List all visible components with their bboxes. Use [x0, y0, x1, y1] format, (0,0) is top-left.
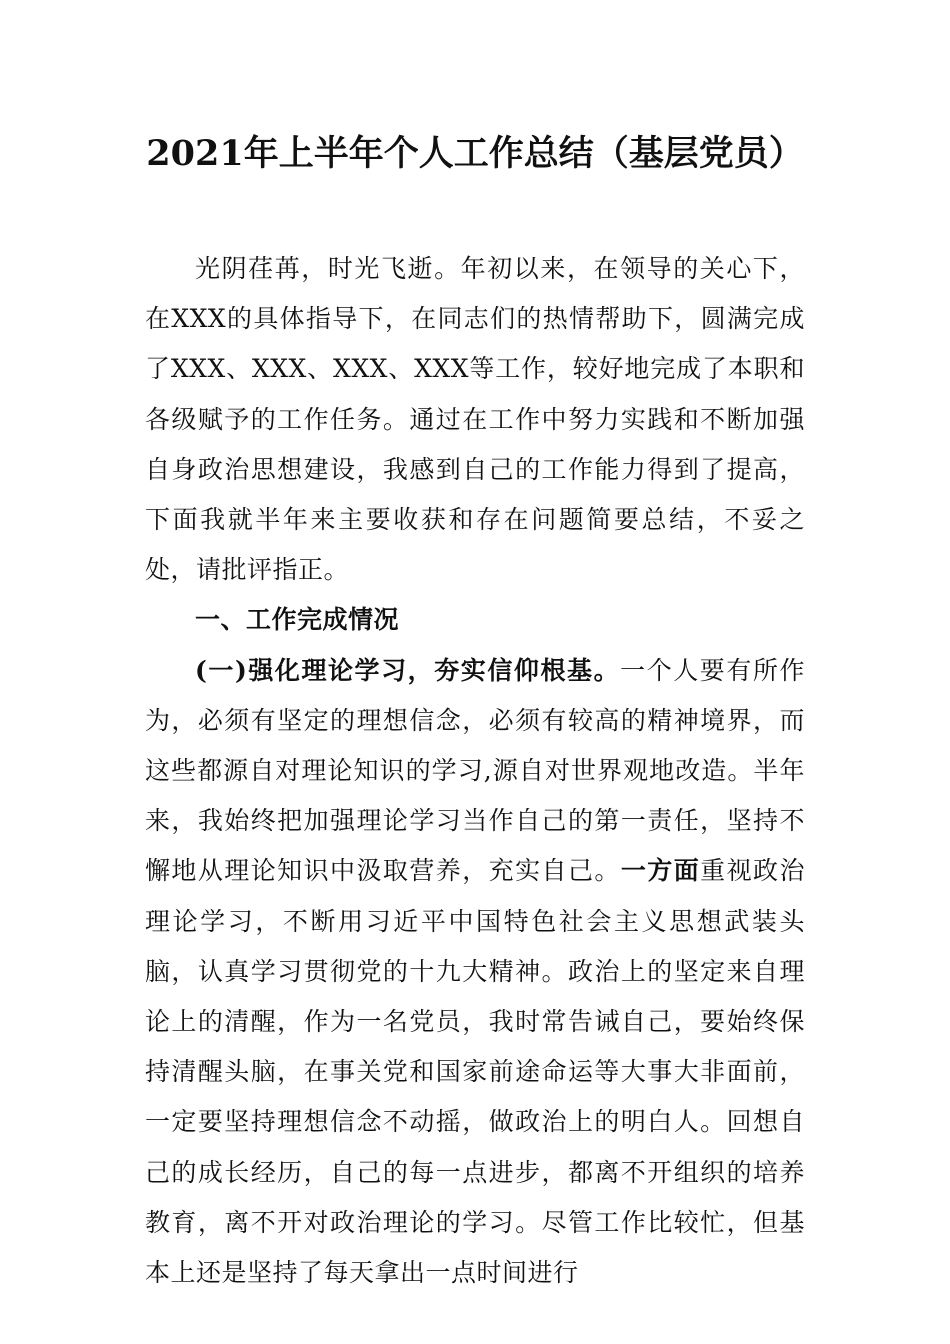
subsection-text-1: 一个人要有所作为，必须有坚定的理想信念，必须有较高的精神境界，而这些都源自对理论知识的学习,源自对世界观地改造。半年来，我始终把加强理论学习当作自己的第一责任，坚持不懈地从理论知识中汲取营养，充实自己。 [145, 655, 805, 886]
subsection-lead: (一)强化理论学习，夯实信仰根基。 [195, 655, 621, 685]
document-title: 2021年上半年个人工作总结（基层党员） [146, 133, 804, 174]
subsection-text-2: 重视政治理论学习，不断用习近平中国特色社会主义思想武装头脑，认真学习贯彻党的十九大精神。政治上的坚定来自理论上的清醒，作为一名党员，我时常告诫自己，要始终保持清醒头脑，在事关党和国家前途命运等大事大非面前，一定要坚持理想信念不动摇，做政治上的明白人。回想自己的成长经历，自己的每一点进步，都离不开组织的培养教育，离不开对政治理论的学习。尽管工作比较忙，但基本上还是坚持了每天拿出一点时间进行 [145, 856, 805, 1288]
emphasis-text: 一方面 [620, 856, 701, 886]
intro-paragraph: 光阴荏苒，时光飞逝。年初以来，在领导的关心下，在XXX的具体指导下，在同志们的热情帮助下，圆满完成了XXX、XXX、XXX、XXX等工作，较好地完成了本职和各级赋予的工作任务。通过在工作中努力实践和不断加强自身政治思想建设，我感到自己的工作能力得到了提高，下面我就半年来主要收获和存在问题简要总结，不妥之处，请批评指正。 [145, 254, 805, 585]
document-body [145, 244, 805, 1298]
subsection-paragraph-1 [145, 646, 805, 1299]
section-heading-1: 一、工作完成情况 [195, 605, 400, 635]
